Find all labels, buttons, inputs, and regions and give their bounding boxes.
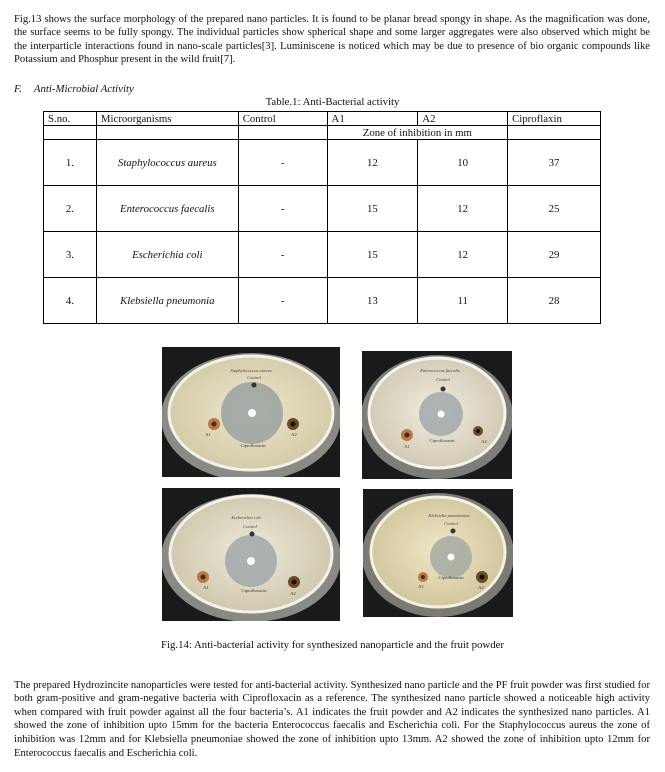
table-header-row	[44, 112, 601, 126]
cell-a1: 15	[327, 232, 418, 278]
cell-control: -	[238, 232, 327, 278]
antibacterial-table	[43, 111, 601, 324]
plate-label-a1: A1	[203, 585, 209, 590]
empty-cell	[508, 126, 601, 140]
cell-organism: Klebsiella pneumonia	[96, 278, 238, 324]
table-row	[44, 232, 601, 278]
header-microorganisms: Microorganisms	[96, 112, 238, 126]
plate-label-a2: A2	[290, 591, 296, 596]
plate-label-cipro: Ciprofloxacin	[438, 575, 464, 580]
cell-cipro: 29	[508, 232, 601, 278]
cell-a1: 12	[327, 140, 418, 186]
section-letter: F.	[14, 83, 22, 95]
plate-label-a2: A2	[481, 439, 487, 444]
plate-label-control: Control	[243, 524, 257, 529]
plate-label-cipro: Ciprofloxacin	[429, 438, 455, 443]
plate-label-control: Control	[436, 377, 450, 382]
section-heading	[14, 83, 134, 95]
header-control: Control	[238, 112, 327, 126]
plate-title: Klebsiella pneumoniae	[428, 513, 470, 518]
cell-sno: 4.	[44, 278, 97, 324]
plate-title: Enterococcus faecalis	[420, 368, 460, 373]
empty-cell	[96, 126, 238, 140]
cell-control: -	[238, 278, 327, 324]
cell-organism: Enterococcus faecalis	[96, 186, 238, 232]
cell-a2: 12	[418, 232, 508, 278]
cell-control: -	[238, 140, 327, 186]
cell-cipro: 25	[508, 186, 601, 232]
cell-a2: 11	[418, 278, 508, 324]
cell-sno: 2.	[44, 186, 97, 232]
header-ciproflaxin: Ciproflaxin	[508, 112, 601, 126]
cell-cipro: 28	[508, 278, 601, 324]
cell-organism: Escherichia coli	[96, 232, 238, 278]
plate-title: Staphylococcus aureus	[230, 368, 272, 373]
plate-label-a1: A1	[418, 584, 424, 589]
figure-caption: Fig.14: Anti-bacterial activity for synthesized nanoparticle and the fruit powder	[161, 639, 504, 651]
header-sno: S.no.	[44, 112, 97, 126]
table-subheader-row	[44, 126, 601, 140]
plate-label-a2: A2	[291, 432, 297, 437]
empty-cell	[44, 126, 97, 140]
cell-a2: 12	[418, 186, 508, 232]
plate-title: Escherichia coli	[231, 515, 261, 520]
cell-cipro: 37	[508, 140, 601, 186]
petri-dish-photo-enterococcus	[362, 351, 512, 479]
plate-label-control: Control	[247, 375, 261, 380]
petri-dish-photo-klebsiella	[363, 489, 513, 617]
cell-control: -	[238, 186, 327, 232]
zone-of-inhibition-label: Zone of inhibition in mm	[327, 126, 508, 140]
section-title: Anti-Microbial Activity	[33, 83, 134, 95]
empty-cell	[238, 126, 327, 140]
header-a2: A2	[418, 112, 508, 126]
cell-a1: 15	[327, 186, 418, 232]
cell-organism: Staphylococcus aureus	[96, 140, 238, 186]
header-a1: A1	[327, 112, 418, 126]
table-row	[44, 186, 601, 232]
petri-dish-photo-escherichia	[162, 488, 340, 621]
results-paragraph: The prepared Hydrozincite nanoparticles were tested for anti-bacterial activity. Synthesized nano particle and the PF fruit powder was first studied for both gram-positive and gram-negative bacteria with Ciprofloxacin as a reference. The synthesized nano particle showed a noticeable high activity when compared with fruit powder against all the four bacteria’s. A1 indicates the fruit powder and A2 indicates the synthesized nano particles. A1 showed the zone of inhibition upto 15mm for the bacteria Enterococcus faecalis and Escherichia coli. For the Staphylococcus aureus the zone of inhibition was 12mm and for Klebsiella pneumoniae showed the zone of inhibition upto 13mm. A2 showed the zone of inhibition upto 12mm for Enterococcus faecalis and Escherichia coli.	[14, 679, 650, 759]
cell-a2: 10	[418, 140, 508, 186]
plate-label-a1: A1	[404, 444, 410, 449]
plate-label-cipro: Ciprofloxacin	[241, 588, 267, 593]
cell-sno: 3.	[44, 232, 97, 278]
plate-label-a2: A2	[478, 585, 484, 590]
cell-sno: 1.	[44, 140, 97, 186]
table-row	[44, 140, 601, 186]
plate-label-a1: A1	[205, 432, 211, 437]
plate-label-control: Control	[444, 521, 458, 526]
table-title: Table.1: Anti-Bacterial activity	[265, 96, 400, 108]
petri-dish-photo-staphylococcus	[162, 347, 340, 477]
cell-a1: 13	[327, 278, 418, 324]
intro-paragraph: Fig.13 shows the surface morphology of the prepared nano particles. It is found to be planar bread spongy in shape. As the magnification was done, the surface seems to be fully spongy. The individual particles show spherical shape and some larger aggregates were also observed which might be the interparticle interactions found in nano-scale particles[3]. Luminiscene is noticed which may be due to presence of bio organic compounds like Potassium and Phosphur present in the wild fruit[7].	[14, 13, 650, 66]
table-row	[44, 278, 601, 324]
plate-label-cipro: Ciprofloxacin	[240, 443, 266, 448]
